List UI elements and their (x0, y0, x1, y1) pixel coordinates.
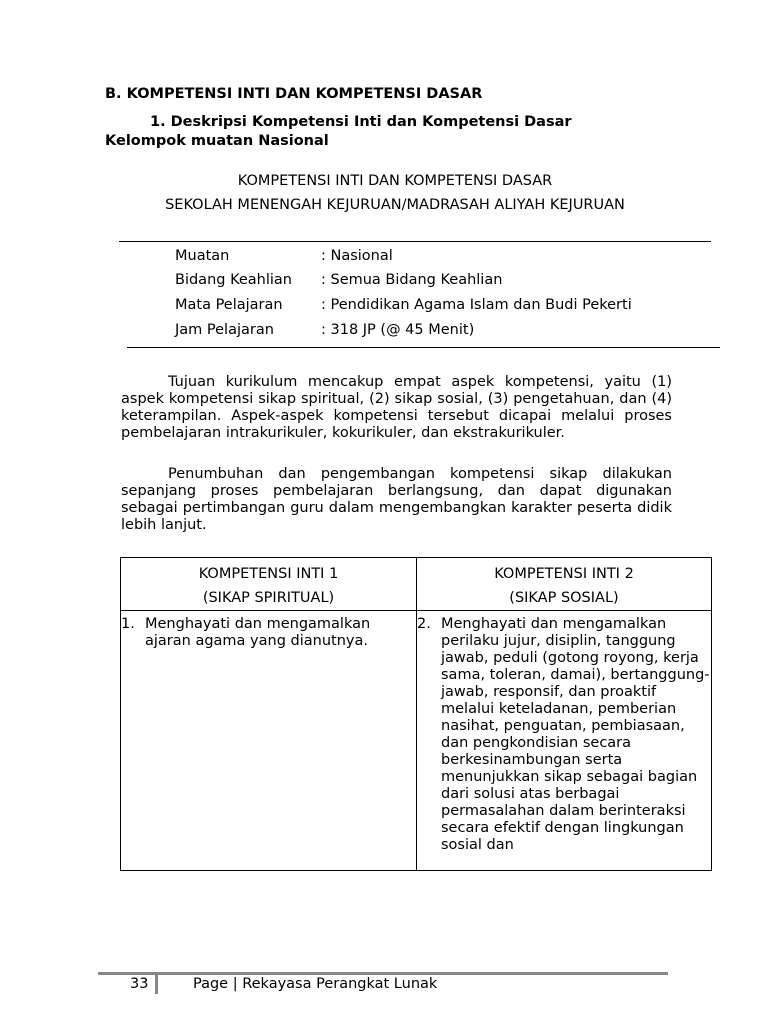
footer-rule (98, 972, 668, 975)
ki1-header-line1: KOMPETENSI INTI 1 (198, 566, 339, 582)
meta-value-mata-pelajaran: : Pendidikan Agama Islam dan Budi Pekerti (321, 297, 632, 313)
meta-label-bidang-keahlian: Bidang Keahlian (175, 272, 292, 288)
table-row (121, 611, 712, 871)
ki2-list-item (417, 616, 711, 854)
section-title: B. KOMPETENSI INTI DAN KOMPETENSI DASAR (105, 86, 483, 102)
ki2-item-text: Menghayati dan mengamalkan perilaku jujur, disiplin, tanggung jawab, peduli (gotong royong, kerja sama, toleran, damai), bertanggung-jawab, responsif, dan proaktif melalui keteladanan, pemberian nasihat, penguatan, pembiasaan, dan pengkondisian secara berkesinambungan serta menunjukkan sikap sebagai bagian dari solusi atas berbagai permasalahan dalam berinteraksi secara efektif dengan lingkungan sosial dan (441, 616, 710, 853)
ki2-cell (417, 611, 712, 871)
footer-separator (155, 975, 158, 994)
ki1-header-line2: (SIKAP SPIRITUAL) (202, 590, 335, 606)
table-header-row (121, 558, 712, 611)
meta-top-rule (119, 241, 711, 242)
paragraph-sikap: Penumbuhan dan pengembangan kompetensi sikap dilakukan sepanjang proses pembelajaran berlangsung, dan dapat digunakan sebagai pertimbangan guru dalam mengembangkan karakter peserta didik lebih lanjut. (121, 466, 672, 533)
center-title-line2: SEKOLAH MENENGAH KEJURUAN/MADRASAH ALIYAH KEJURUAN (165, 197, 625, 213)
ki1-header (121, 558, 417, 611)
ki2-item-number: 2. (417, 616, 431, 632)
page-number: 33 (130, 976, 149, 992)
meta-label-mata-pelajaran: Mata Pelajaran (175, 297, 283, 313)
subsection-title-line2: Kelompok muatan Nasional (105, 133, 329, 149)
footer-text: Page | Rekayasa Perangkat Lunak (193, 976, 438, 992)
meta-label-muatan: Muatan (175, 248, 230, 264)
ki1-item-number: 1. (121, 616, 135, 632)
ki2-header-line2: (SIKAP SOSIAL) (509, 590, 619, 606)
ki2-header (417, 558, 712, 611)
ki1-cell (121, 611, 417, 871)
meta-value-muatan: : Nasional (321, 248, 393, 264)
meta-label-jam-pelajaran: Jam Pelajaran (175, 322, 274, 338)
paragraph-kurikulum: Tujuan kurikulum mencakup empat aspek kompetensi, yaitu (1) aspek kompetensi sikap spiritual, (2) sikap sosial, (3) pengetahuan, dan (4) keterampilan. Aspek-aspek kompetensi tersebut dicapai melalui proses pembelajaran intrakurikuler, kokurikuler, dan ekstrakurikuler. (121, 374, 672, 441)
ki1-item-text: Menghayati dan mengamalkan ajaran agama yang dianutnya. (145, 616, 371, 649)
center-title-line1: KOMPETENSI INTI DAN KOMPETENSI DASAR (237, 173, 553, 189)
meta-value-jam-pelajaran: : 318 JP (@ 45 Menit) (321, 322, 475, 338)
ki2-header-line1: KOMPETENSI INTI 2 (494, 566, 634, 582)
meta-value-bidang-keahlian: : Semua Bidang Keahlian (321, 272, 503, 288)
ki1-list-item (121, 616, 416, 650)
meta-bottom-rule (127, 347, 720, 348)
subsection-title-line1: 1. Deskripsi Kompetensi Inti dan Kompetensi Dasar (150, 114, 572, 130)
kompetensi-inti-table (120, 557, 712, 871)
